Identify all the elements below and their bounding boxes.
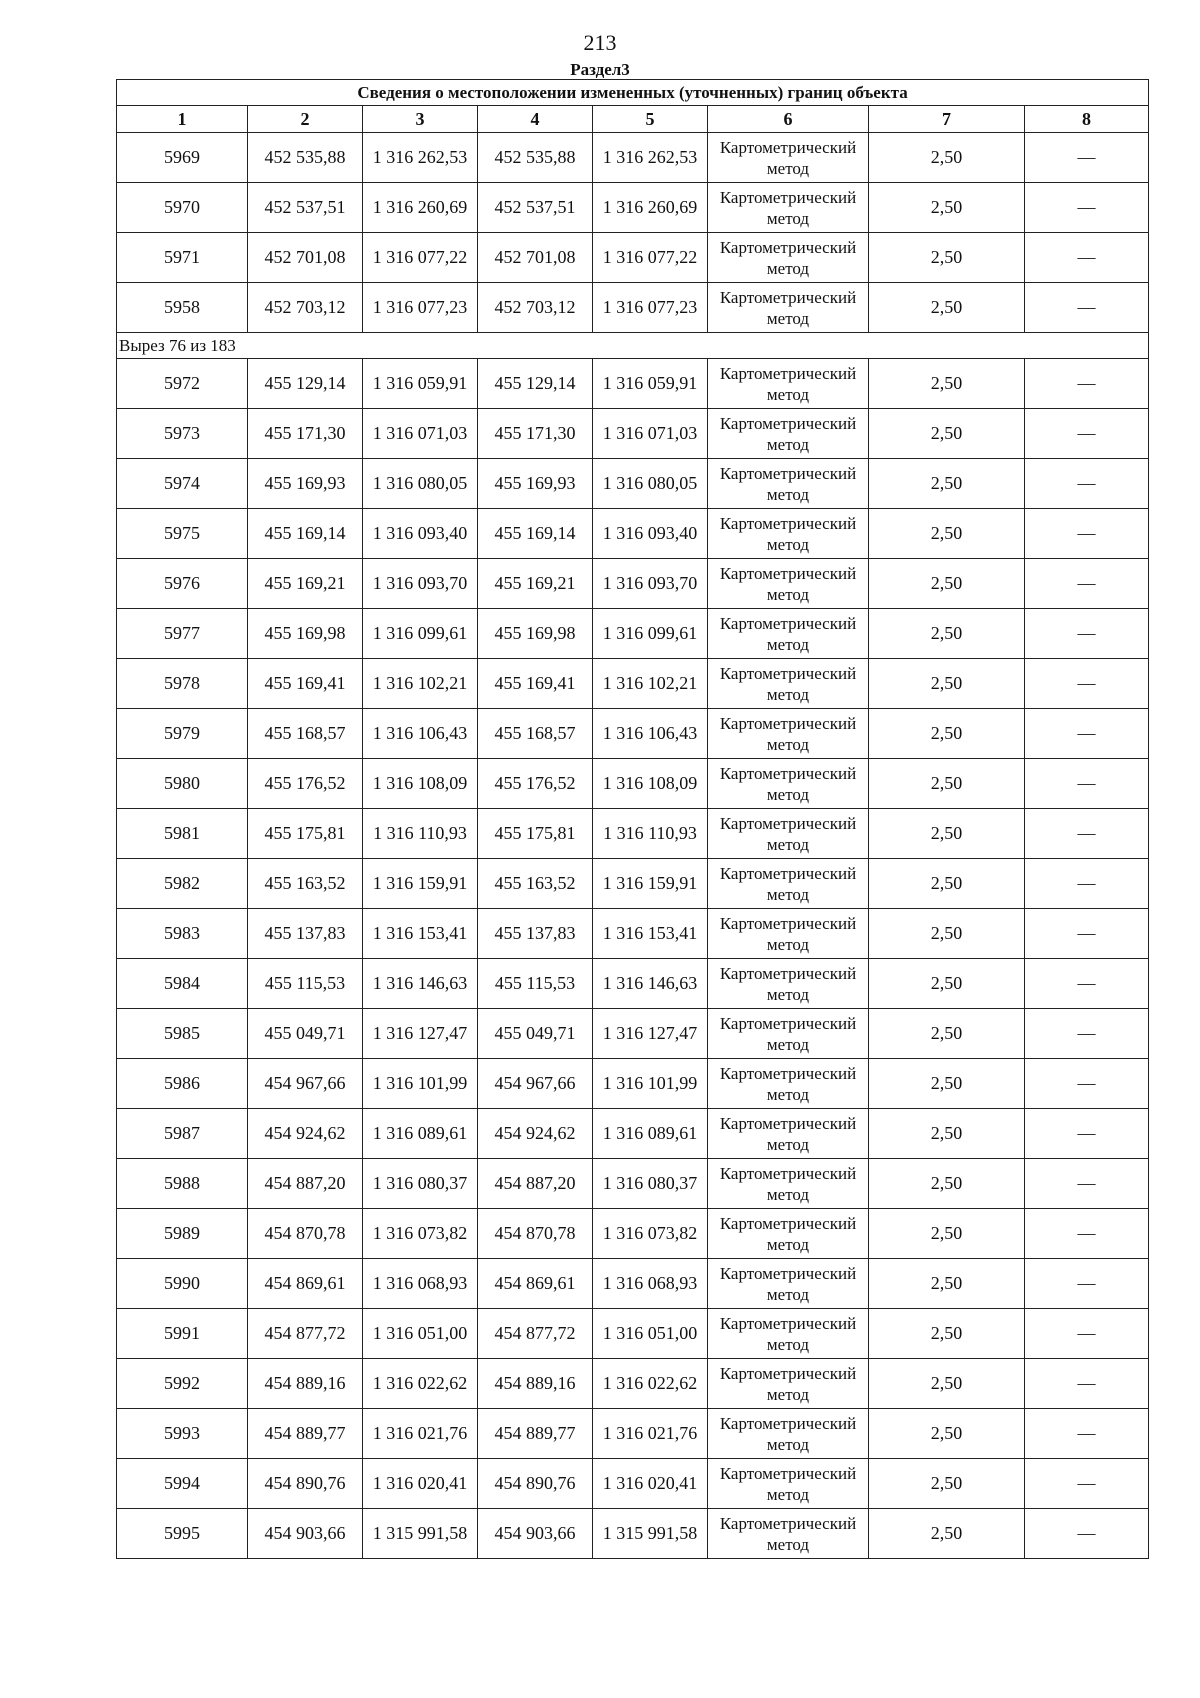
table-cell: 455 175,81 <box>248 809 363 859</box>
table-cell: 1 316 260,69 <box>593 183 708 233</box>
table-row <box>117 609 1149 659</box>
table-cell: 5981 <box>117 809 248 859</box>
table-cell: 2,50 <box>869 459 1025 509</box>
table-cell: 455 176,52 <box>248 759 363 809</box>
table-cell: Картометрический метод <box>708 909 869 959</box>
table-cell: 1 316 080,37 <box>593 1159 708 1209</box>
table-cell: 452 535,88 <box>248 133 363 183</box>
table-cell: 455 169,98 <box>478 609 593 659</box>
table-cell: Картометрический метод <box>708 1359 869 1409</box>
table-cell: 1 316 020,41 <box>593 1459 708 1509</box>
table-cell: 454 869,61 <box>248 1259 363 1309</box>
table-cell: — <box>1025 459 1149 509</box>
table-cell: Картометрический метод <box>708 559 869 609</box>
table-cell: 455 169,41 <box>248 659 363 709</box>
table-cell: 452 703,12 <box>248 283 363 333</box>
table-cell: 1 316 077,23 <box>593 283 708 333</box>
table-cell: 2,50 <box>869 1359 1025 1409</box>
table-cell: 2,50 <box>869 409 1025 459</box>
table-cell: 1 316 093,70 <box>363 559 478 609</box>
table-row <box>117 1159 1149 1209</box>
table-cell: 1 316 146,63 <box>593 959 708 1009</box>
table-cell: 1 316 159,91 <box>363 859 478 909</box>
table-cell: 2,50 <box>869 1209 1025 1259</box>
table-cell: 1 316 089,61 <box>363 1109 478 1159</box>
table-cell: 1 316 099,61 <box>363 609 478 659</box>
table-cell: 2,50 <box>869 1509 1025 1559</box>
table-cell: 454 870,78 <box>248 1209 363 1259</box>
table-cell: 455 169,93 <box>478 459 593 509</box>
table-cell: 455 049,71 <box>248 1009 363 1059</box>
table-cell: 2,50 <box>869 609 1025 659</box>
coordinates-table <box>116 79 1149 1559</box>
table-cell: 452 535,88 <box>478 133 593 183</box>
table-cell: — <box>1025 1259 1149 1309</box>
table-cell: 1 316 068,93 <box>593 1259 708 1309</box>
table-cell: 1 316 071,03 <box>593 409 708 459</box>
table-cell: Картометрический метод <box>708 1209 869 1259</box>
table-cell: 452 701,08 <box>248 233 363 283</box>
table-cell: 455 115,53 <box>248 959 363 1009</box>
table-cell: Картометрический метод <box>708 1259 869 1309</box>
table-cell: 2,50 <box>869 759 1025 809</box>
table-row <box>117 1309 1149 1359</box>
table-cell: Картометрический метод <box>708 183 869 233</box>
table-cell: 5958 <box>117 283 248 333</box>
table-cell: 455 171,30 <box>478 409 593 459</box>
table-row <box>117 559 1149 609</box>
table-cell: 455 169,98 <box>248 609 363 659</box>
table-cell: 454 889,77 <box>478 1409 593 1459</box>
table-cell: Картометрический метод <box>708 1459 869 1509</box>
table-cell: 5977 <box>117 609 248 659</box>
table-cell: 455 169,21 <box>478 559 593 609</box>
section-label: Раздел3 <box>570 60 630 79</box>
table-cell: — <box>1025 1109 1149 1159</box>
table-cell: 1 316 068,93 <box>363 1259 478 1309</box>
table-row <box>117 759 1149 809</box>
table-row <box>117 233 1149 283</box>
table-cell: 455 168,57 <box>248 709 363 759</box>
table-cell: 454 890,76 <box>248 1459 363 1509</box>
table-cell: Картометрический метод <box>708 459 869 509</box>
table-cell: Картометрический метод <box>708 959 869 1009</box>
table-cell: Картометрический метод <box>708 359 869 409</box>
table-cell: — <box>1025 1309 1149 1359</box>
table-row <box>117 1409 1149 1459</box>
table-cell: 455 129,14 <box>478 359 593 409</box>
group-label: Вырез 76 из 183 <box>117 333 1149 359</box>
table-cell: — <box>1025 659 1149 709</box>
table-cell: 454 924,62 <box>248 1109 363 1159</box>
table-cell: 5971 <box>117 233 248 283</box>
table-cell: Картометрический метод <box>708 1409 869 1459</box>
table-cell: 455 171,30 <box>248 409 363 459</box>
table-cell: 1 316 093,70 <box>593 559 708 609</box>
table-cell: 454 887,20 <box>478 1159 593 1209</box>
table-cell: 455 176,52 <box>478 759 593 809</box>
table-cell: 1 315 991,58 <box>593 1509 708 1559</box>
table-cell: 1 316 146,63 <box>363 959 478 1009</box>
table-cell: 5989 <box>117 1209 248 1259</box>
table-row <box>117 1509 1149 1559</box>
table-cell: 2,50 <box>869 359 1025 409</box>
table-cell: 5984 <box>117 959 248 1009</box>
table-cell: Картометрический метод <box>708 1159 869 1209</box>
table-cell: 455 137,83 <box>478 909 593 959</box>
table-cell: 1 316 108,09 <box>363 759 478 809</box>
table-cell: 1 316 073,82 <box>593 1209 708 1259</box>
table-cell: 1 316 153,41 <box>363 909 478 959</box>
table-cell: 5983 <box>117 909 248 959</box>
table-cell: 5972 <box>117 359 248 409</box>
table-cell: 454 889,77 <box>248 1409 363 1459</box>
table-cell: 2,50 <box>869 233 1025 283</box>
table-cell: Картометрический метод <box>708 709 869 759</box>
table-cell: 1 316 021,76 <box>363 1409 478 1459</box>
table-cell: 455 137,83 <box>248 909 363 959</box>
table-cell: 1 316 093,40 <box>593 509 708 559</box>
table-cell: Картометрический метод <box>708 759 869 809</box>
table-cell: 1 316 106,43 <box>363 709 478 759</box>
table-cell: 1 316 101,99 <box>363 1059 478 1109</box>
column-header: 7 <box>869 106 1025 133</box>
table-cell: — <box>1025 709 1149 759</box>
table-cell: 454 890,76 <box>478 1459 593 1509</box>
table-row <box>117 1359 1149 1409</box>
table-cell: 1 316 077,23 <box>363 283 478 333</box>
table-cell: 2,50 <box>869 509 1025 559</box>
table-cell: 1 316 071,03 <box>363 409 478 459</box>
table-cell: 1 316 108,09 <box>593 759 708 809</box>
table-cell: 2,50 <box>869 809 1025 859</box>
table-cell: 455 169,93 <box>248 459 363 509</box>
table-cell: 1 316 080,05 <box>593 459 708 509</box>
table-cell: 5976 <box>117 559 248 609</box>
table-cell: 2,50 <box>869 859 1025 909</box>
column-header: 5 <box>593 106 708 133</box>
table-cell: — <box>1025 359 1149 409</box>
table-cell: 454 967,66 <box>478 1059 593 1109</box>
column-header: 4 <box>478 106 593 133</box>
table-cell: 1 316 093,40 <box>363 509 478 559</box>
table-cell: 2,50 <box>869 709 1025 759</box>
table-cell: — <box>1025 859 1149 909</box>
table-cell: 1 316 110,93 <box>363 809 478 859</box>
table-cell: 1 316 153,41 <box>593 909 708 959</box>
table-cell: 454 869,61 <box>478 1259 593 1309</box>
table-row <box>117 1209 1149 1259</box>
table-cell: 2,50 <box>869 183 1025 233</box>
table-cell: 1 316 101,99 <box>593 1059 708 1109</box>
table-cell: — <box>1025 133 1149 183</box>
table-cell: 2,50 <box>869 133 1025 183</box>
table-row <box>117 459 1149 509</box>
table-cell: 454 889,16 <box>248 1359 363 1409</box>
table-cell: 454 924,62 <box>478 1109 593 1159</box>
table-cell: 452 703,12 <box>478 283 593 333</box>
table-cell: 2,50 <box>869 283 1025 333</box>
column-header: 3 <box>363 106 478 133</box>
table-cell: 455 163,52 <box>478 859 593 909</box>
table-row <box>117 509 1149 559</box>
table-cell: Картометрический метод <box>708 1109 869 1159</box>
table-cell: 1 316 099,61 <box>593 609 708 659</box>
table-cell: Картометрический метод <box>708 659 869 709</box>
table-cell: 455 129,14 <box>248 359 363 409</box>
table-cell: 452 537,51 <box>478 183 593 233</box>
table-cell: 1 316 080,37 <box>363 1159 478 1209</box>
table-row <box>117 659 1149 709</box>
table-cell: 1 316 021,76 <box>593 1409 708 1459</box>
table-cell: 5992 <box>117 1359 248 1409</box>
table-cell: 5970 <box>117 183 248 233</box>
table-row <box>117 709 1149 759</box>
table-cell: 1 316 059,91 <box>593 359 708 409</box>
table-cell: 1 316 051,00 <box>363 1309 478 1359</box>
table-cell: Картометрический метод <box>708 1059 869 1109</box>
table-cell: 1 316 260,69 <box>363 183 478 233</box>
table-cell: Картометрический метод <box>708 1309 869 1359</box>
table-cell: 1 316 106,43 <box>593 709 708 759</box>
table-cell: 5969 <box>117 133 248 183</box>
table-cell: 1 316 089,61 <box>593 1109 708 1159</box>
table-cell: — <box>1025 759 1149 809</box>
table-cell: 1 316 102,21 <box>593 659 708 709</box>
table-cell: — <box>1025 1059 1149 1109</box>
table-cell: 5990 <box>117 1259 248 1309</box>
table-cell: — <box>1025 1359 1149 1409</box>
table-cell: Картометрический метод <box>708 609 869 659</box>
table-cell: 1 316 262,53 <box>593 133 708 183</box>
table-cell: 2,50 <box>869 1109 1025 1159</box>
table-cell: — <box>1025 1009 1149 1059</box>
table-cell: 2,50 <box>869 559 1025 609</box>
table-cell: Картометрический метод <box>708 1509 869 1559</box>
table-cell: 5979 <box>117 709 248 759</box>
table-cell: 1 316 077,22 <box>593 233 708 283</box>
table-cell: — <box>1025 409 1149 459</box>
table-cell: 454 903,66 <box>248 1509 363 1559</box>
table-cell: 1 316 080,05 <box>363 459 478 509</box>
table-cell: 1 316 127,47 <box>593 1009 708 1059</box>
table-cell: 2,50 <box>869 1009 1025 1059</box>
table-cell: — <box>1025 559 1149 609</box>
table-cell: 1 316 020,41 <box>363 1459 478 1509</box>
table-cell: — <box>1025 1209 1149 1259</box>
table-cell: 2,50 <box>869 1409 1025 1459</box>
table-cell: Картометрический метод <box>708 859 869 909</box>
table-body <box>117 133 1149 1559</box>
table-cell: 5991 <box>117 1309 248 1359</box>
table-cell: 5987 <box>117 1109 248 1159</box>
table-cell: 1 316 262,53 <box>363 133 478 183</box>
table-cell: 1 316 127,47 <box>363 1009 478 1059</box>
table-cell: 454 903,66 <box>478 1509 593 1559</box>
table-row <box>117 1109 1149 1159</box>
table-cell: 5975 <box>117 509 248 559</box>
table-cell: 455 169,14 <box>478 509 593 559</box>
table-cell: 455 175,81 <box>478 809 593 859</box>
table-cell: 455 163,52 <box>248 859 363 909</box>
table-cell: 2,50 <box>869 1059 1025 1109</box>
table-row <box>117 959 1149 1009</box>
column-header-row <box>117 106 1149 133</box>
table-cell: 455 115,53 <box>478 959 593 1009</box>
table-row <box>117 183 1149 233</box>
table-cell: 454 877,72 <box>248 1309 363 1359</box>
page-number: 213 <box>583 30 617 55</box>
table-cell: Картометрический метод <box>708 409 869 459</box>
table-cell: 5988 <box>117 1159 248 1209</box>
table-cell: 1 316 022,62 <box>593 1359 708 1409</box>
table-cell: 1 315 991,58 <box>363 1509 478 1559</box>
table-cell: — <box>1025 1459 1149 1509</box>
table-cell: 454 887,20 <box>248 1159 363 1209</box>
table-cell: 2,50 <box>869 659 1025 709</box>
table-cell: 5978 <box>117 659 248 709</box>
table-row <box>117 359 1149 409</box>
table-cell: Картометрический метод <box>708 283 869 333</box>
table-cell: 452 701,08 <box>478 233 593 283</box>
table-row <box>117 133 1149 183</box>
table-cell: 5986 <box>117 1059 248 1109</box>
table-cell: Картометрический метод <box>708 233 869 283</box>
table-cell: 1 316 102,21 <box>363 659 478 709</box>
table-cell: — <box>1025 1509 1149 1559</box>
table-cell: — <box>1025 1409 1149 1459</box>
table-row <box>117 859 1149 909</box>
table-row <box>117 283 1149 333</box>
table-cell: 454 870,78 <box>478 1209 593 1259</box>
table-cell: 455 168,57 <box>478 709 593 759</box>
table-cell: 1 316 022,62 <box>363 1359 478 1409</box>
table-cell: 455 169,14 <box>248 509 363 559</box>
table-cell: 452 537,51 <box>248 183 363 233</box>
table-cell: 2,50 <box>869 1459 1025 1509</box>
column-header: 6 <box>708 106 869 133</box>
table-cell: — <box>1025 609 1149 659</box>
table-cell: 1 316 051,00 <box>593 1309 708 1359</box>
table-cell: 454 889,16 <box>478 1359 593 1409</box>
table-cell: 5980 <box>117 759 248 809</box>
table-cell: 454 967,66 <box>248 1059 363 1109</box>
table-cell: Картометрический метод <box>708 509 869 559</box>
table-row <box>117 1459 1149 1509</box>
table-title: Сведения о местоположении измененных (уточненных) границ объекта <box>117 80 1149 106</box>
table-row <box>117 1059 1149 1109</box>
table-cell: 5994 <box>117 1459 248 1509</box>
column-header: 1 <box>117 106 248 133</box>
table-row <box>117 1259 1149 1309</box>
table-cell: — <box>1025 809 1149 859</box>
table-cell: — <box>1025 283 1149 333</box>
table-cell: Картометрический метод <box>708 809 869 859</box>
table-cell: Картометрический метод <box>708 1009 869 1059</box>
table-cell: 455 049,71 <box>478 1009 593 1059</box>
table-cell: 1 316 159,91 <box>593 859 708 909</box>
table-cell: 1 316 110,93 <box>593 809 708 859</box>
table-cell: 2,50 <box>869 1259 1025 1309</box>
table-cell: — <box>1025 909 1149 959</box>
table-cell: 5985 <box>117 1009 248 1059</box>
table-cell: 455 169,21 <box>248 559 363 609</box>
table-cell: — <box>1025 959 1149 1009</box>
table-row <box>117 409 1149 459</box>
table-cell: 1 316 077,22 <box>363 233 478 283</box>
table-cell: 5995 <box>117 1509 248 1559</box>
table-cell: 2,50 <box>869 1159 1025 1209</box>
table-cell: — <box>1025 233 1149 283</box>
table-cell: 2,50 <box>869 909 1025 959</box>
table-cell: 1 316 059,91 <box>363 359 478 409</box>
table-cell: 1 316 073,82 <box>363 1209 478 1259</box>
group-label-row <box>117 333 1149 359</box>
table-cell: 455 169,41 <box>478 659 593 709</box>
column-header: 2 <box>248 106 363 133</box>
table-row <box>117 909 1149 959</box>
table-cell: — <box>1025 183 1149 233</box>
table-cell: 5973 <box>117 409 248 459</box>
table-cell: 5993 <box>117 1409 248 1459</box>
column-header: 8 <box>1025 106 1149 133</box>
table-cell: 454 877,72 <box>478 1309 593 1359</box>
table-cell: — <box>1025 509 1149 559</box>
table-row <box>117 809 1149 859</box>
table-cell: — <box>1025 1159 1149 1209</box>
table-cell: Картометрический метод <box>708 133 869 183</box>
table-cell: 2,50 <box>869 959 1025 1009</box>
table-row <box>117 1009 1149 1059</box>
table-cell: 2,50 <box>869 1309 1025 1359</box>
table-cell: 5974 <box>117 459 248 509</box>
table-cell: 5982 <box>117 859 248 909</box>
